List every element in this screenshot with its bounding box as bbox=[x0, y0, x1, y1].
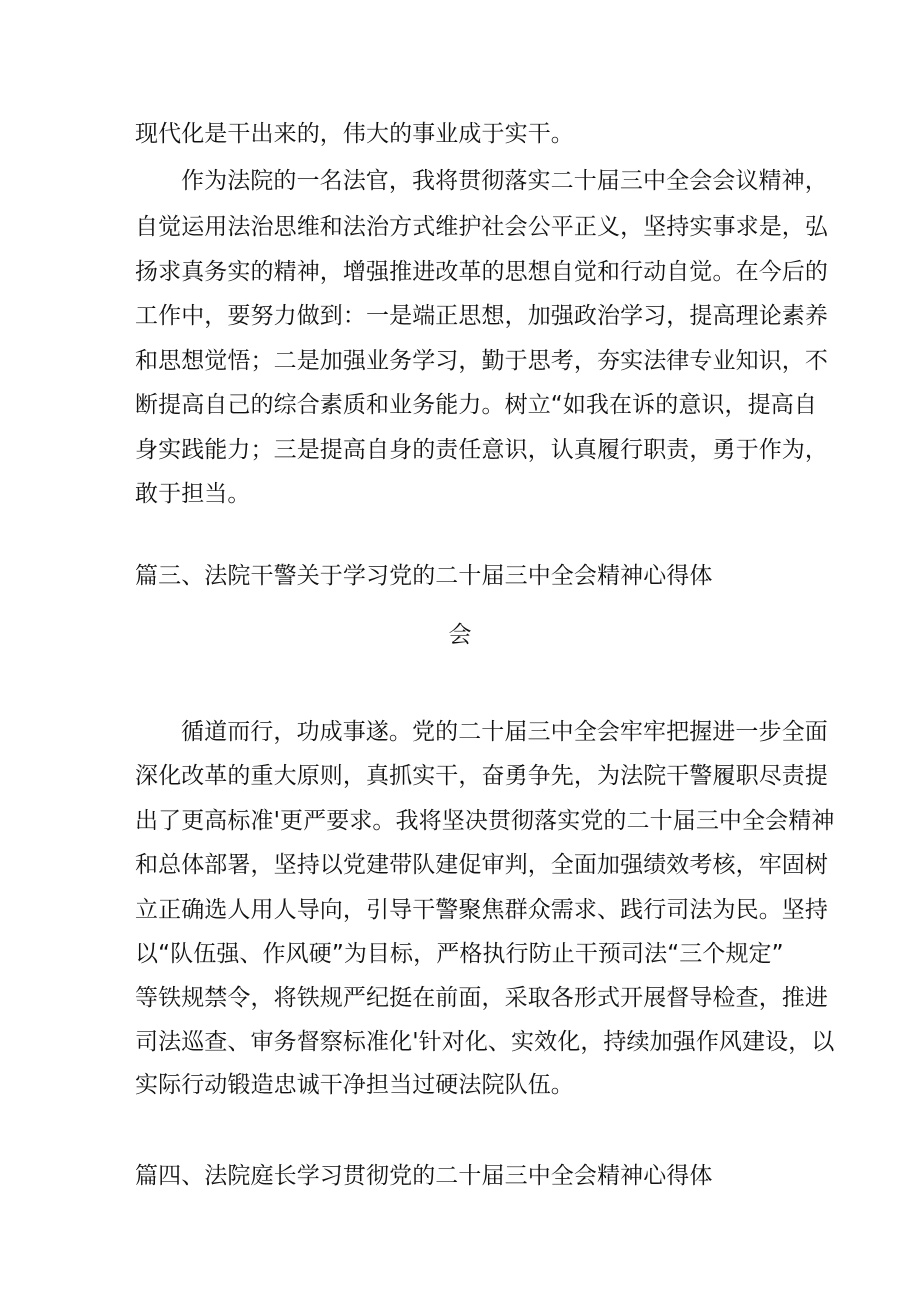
section-3-heading-line-2: 会 bbox=[448, 622, 472, 648]
paragraph-2-line-1: 作为法院的一名法官，我将贯彻落实二十届三中全会会议精神， bbox=[181, 168, 828, 194]
paragraph-2-line-4: 工作中，要努力做到：一是端正思想，加强政治学习，提高理论素养 bbox=[135, 303, 828, 329]
paragraph-3-line-1: 循道而行，功成事遂。党的二十届三中全会牢牢把握进一步全面 bbox=[181, 719, 828, 745]
paragraph-1-line-1: 现代化是干出来的，伟大的事业成于实干。 bbox=[135, 121, 574, 147]
section-4-heading-line-1: 篇四、法院庭长学习贯彻党的二十届三中全会精神心得体 bbox=[135, 1163, 713, 1189]
paragraph-3-line-4: 和总体部署，坚持以党建带队建促审判，全面加强绩效考核，牢固树 bbox=[135, 852, 828, 878]
paragraph-2-line-8: 敢于担当。 bbox=[135, 481, 251, 507]
paragraph-3-line-2: 深化改革的重大原则，真抓实干，奋勇争先，为法院干警履职尽责提 bbox=[135, 763, 828, 789]
paragraph-3-line-7: 等铁规禁令，将铁规严纪挺在前面，采取各形式开展督导检查，推进 bbox=[135, 985, 828, 1011]
paragraph-3-line-8: 司法巡查、审务督察标准化'针对化、实效化，持续加强作风建设，以 bbox=[135, 1029, 835, 1055]
paragraph-3-line-5: 立正确选人用人导向，引导干警聚焦群众需求、践行司法为民。坚持 bbox=[135, 897, 828, 923]
paragraph-2-line-7: 身实践能力；三是提高自身的责任意识，认真履行职责，勇于作为， bbox=[135, 437, 828, 463]
paragraph-3-line-3: 出了更高标准'更严要求。我将坚决贯彻落实党的二十届三中全会精神 bbox=[135, 808, 835, 834]
paragraph-3-line-6: 以“队伍强、作风硬”为目标，严格执行防止干预司法“三个规定” bbox=[135, 941, 784, 967]
paragraph-2-line-5: 和思想觉悟；二是加强业务学习，勤于思考，夯实法律专业知识，不 bbox=[135, 348, 828, 374]
paragraph-2-line-3: 扬求真务实的精神，增强推进改革的思想自觉和行动自觉。在今后的 bbox=[135, 259, 828, 285]
paragraph-2-line-2: 自觉运用法治思维和法治方式维护社会公平正义，坚持实事求是，弘 bbox=[135, 214, 828, 240]
paragraph-3-line-9: 实际行动锻造忠诚干净担当过硬法院队伍。 bbox=[135, 1072, 574, 1098]
section-3-heading-line-1: 篇三、法院干警关于学习党的二十届三中全会精神心得体 bbox=[135, 563, 713, 589]
paragraph-2-line-6: 断提高自己的综合素质和业务能力。树立“如我在诉的意识，提高自 bbox=[135, 392, 817, 418]
